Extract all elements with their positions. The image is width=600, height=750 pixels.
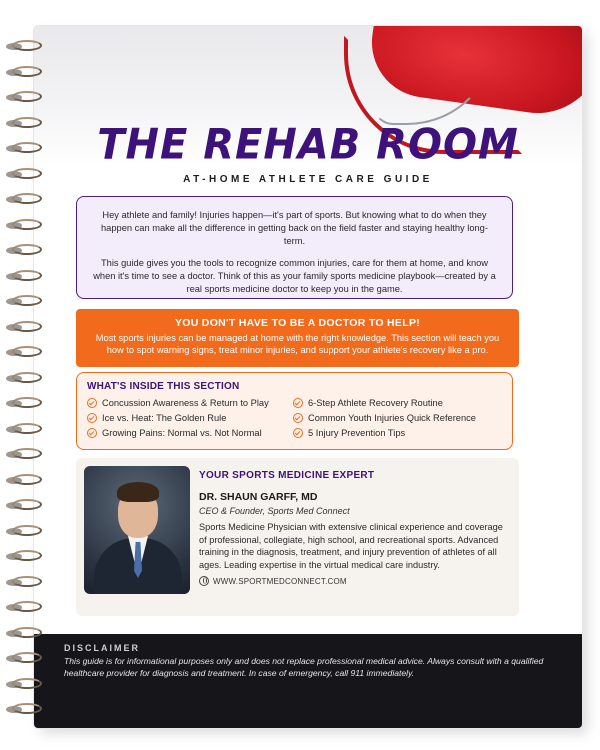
contents-item-label: Ice vs. Heat: The Golden Rule — [102, 413, 227, 423]
spiral-coil — [6, 91, 48, 105]
disclaimer-text: This guide is for informational purposes only and does not replace professional medical advice. Always consult with a qualified healthcare provider for diagnosis and treatment. In case of emergency, call 911 immediately. — [64, 656, 544, 678]
doctor-photo — [84, 466, 190, 594]
photo-hair — [117, 482, 159, 502]
intro-box — [76, 196, 513, 299]
check-circle-icon — [87, 398, 97, 408]
expert-heading: YOUR SPORTS MEDICINE EXPERT — [199, 470, 375, 481]
spiral-coil — [6, 168, 48, 182]
guide-subtitle: AT-HOME ATHLETE CARE GUIDE — [183, 174, 433, 185]
spiral-coil — [6, 321, 48, 335]
disclaimer-footer — [34, 634, 582, 728]
expert-website[interactable] — [199, 576, 347, 586]
check-circle-icon — [87, 428, 97, 438]
spiral-coil — [6, 66, 48, 80]
intro-paragraph-2: This guide gives you the tools to recognize common injuries, care for them at home, and know when it's time to see a doctor. Think of this as your family sports medicine playbook—created by a real sports medicine doctor to keep you in the game. — [93, 258, 496, 294]
contents-heading: WHAT'S INSIDE THIS SECTION — [87, 381, 240, 392]
contents-item — [87, 413, 293, 423]
check-circle-icon — [293, 428, 303, 438]
disclaimer-heading: DISCLAIMER — [64, 643, 140, 653]
spiral-coil — [6, 499, 48, 513]
spiral-coil — [6, 219, 48, 233]
spiral-coil — [6, 193, 48, 207]
spiral-coil — [6, 576, 48, 590]
help-banner — [76, 309, 519, 367]
spiral-coil — [6, 678, 48, 692]
check-circle-icon — [293, 398, 303, 408]
spiral-coil — [6, 295, 48, 309]
spiral-coil — [6, 397, 48, 411]
check-circle-icon — [87, 413, 97, 423]
guide-title: THE REHAB ROOM — [97, 120, 519, 170]
spiral-coil — [6, 142, 48, 156]
contents-item — [293, 428, 503, 438]
contents-item-label: Common Youth Injuries Quick Reference — [308, 413, 476, 423]
contents-item — [87, 428, 293, 438]
contents-box — [76, 372, 513, 450]
spiral-coil — [6, 270, 48, 284]
help-banner-text: Most sports injuries can be managed at home with the right knowledge. This section will teach you how to spot warning signs, treat minor injuries, and support your athlete's recovery like a pro. — [95, 333, 500, 355]
contents-list — [87, 398, 502, 438]
spiral-coil — [6, 627, 48, 641]
expert-bio: Sports Medicine Physician with extensive clinical experience and coverage of professional, collegiate, high school, and recreational sports. Advanced training in the diagnosis, treatment, and injury prevention of athletes of all ages. Leading expertise in the virtual medical care industry. — [199, 522, 503, 570]
expert-role: CEO & Founder, Sports Med Connect — [199, 506, 350, 516]
contents-item-label: Growing Pains: Normal vs. Not Normal — [102, 428, 262, 438]
spiral-coil — [6, 346, 48, 360]
contents-item-label: 6-Step Athlete Recovery Routine — [308, 398, 443, 408]
expert-website-link[interactable]: WWW.SPORTMEDCONNECT.COM — [213, 576, 347, 586]
spiral-coil — [6, 601, 48, 615]
spiral-coil — [6, 372, 48, 386]
spiral-coil — [6, 244, 48, 258]
spiral-coil — [6, 652, 48, 666]
spiral-coil — [6, 117, 48, 131]
help-banner-heading: YOU DON'T HAVE TO BE A DOCTOR TO HELP! — [174, 317, 421, 329]
contents-item — [293, 398, 503, 408]
spiral-coil — [6, 40, 48, 54]
contents-item-label: Concussion Awareness & Return to Play — [102, 398, 269, 408]
globe-icon — [199, 576, 209, 586]
spiral-coil — [6, 474, 48, 488]
expert-card — [76, 458, 519, 616]
spiral-coil — [6, 703, 48, 717]
notebook-page — [34, 26, 582, 728]
spiral-coil — [6, 550, 48, 564]
spiral-coil — [6, 423, 48, 437]
contents-item — [87, 398, 293, 408]
expert-name: DR. SHAUN GARFF, MD — [199, 491, 318, 503]
contents-item — [293, 413, 503, 423]
contents-item-label: 5 Injury Prevention Tips — [308, 428, 406, 438]
check-circle-icon — [293, 413, 303, 423]
spiral-coil — [6, 448, 48, 462]
spiral-coil — [6, 525, 48, 539]
intro-paragraph-1: Hey athlete and family! Injuries happen—it's part of sports. But knowing what to do when they happen can make all the difference in getting back on the field faster and staying healthy long-term. — [101, 210, 488, 246]
